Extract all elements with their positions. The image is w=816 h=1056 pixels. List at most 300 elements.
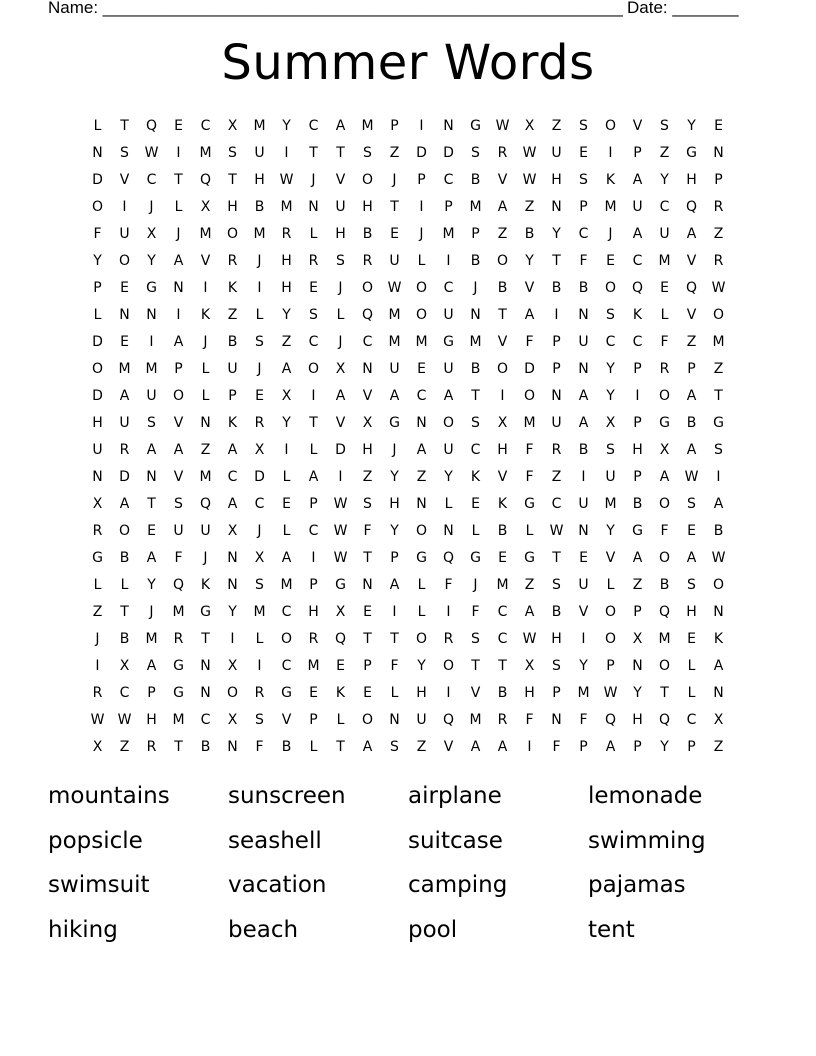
grid-letter: F — [363, 523, 372, 539]
grid-letter: P — [633, 361, 642, 377]
word-list-item: popsicle — [48, 827, 143, 854]
grid-letter: U — [443, 307, 454, 323]
grid-letter: B — [200, 739, 211, 755]
grid-letter: D — [119, 469, 130, 485]
grid-letter: I — [95, 658, 100, 674]
grid-letter: A — [605, 739, 616, 755]
grid-letter: O — [415, 280, 428, 296]
grid-letter: L — [606, 577, 615, 593]
grid-letter: L — [201, 361, 210, 377]
grid-letter: S — [174, 496, 183, 512]
grid-letter: L — [417, 253, 426, 269]
grid-letter: A — [146, 442, 157, 458]
grid-letter: S — [687, 496, 696, 512]
grid-letter: K — [470, 469, 481, 485]
grid-letter: E — [309, 280, 318, 296]
grid-letter: T — [120, 118, 129, 134]
grid-letter: A — [389, 577, 400, 593]
grid-letter: B — [281, 739, 292, 755]
grid-letter: L — [93, 118, 102, 134]
grid-letter: O — [280, 631, 293, 647]
grid-letter: B — [227, 334, 238, 350]
grid-letter: D — [335, 442, 346, 458]
grid-letter: N — [200, 658, 211, 674]
grid-letter: X — [254, 442, 265, 458]
grid-letter: D — [92, 334, 103, 350]
grid-letter: U — [443, 442, 454, 458]
grid-letter: S — [228, 145, 237, 161]
grid-letter: X — [227, 118, 238, 134]
grid-letter: N — [227, 577, 238, 593]
grid-letter: O — [523, 388, 536, 404]
grid-letter: T — [390, 199, 399, 215]
grid-letter: D — [524, 361, 535, 377]
grid-letter: I — [149, 334, 154, 350]
grid-letter: V — [443, 739, 454, 755]
grid-letter: P — [687, 361, 696, 377]
grid-letter: U — [389, 253, 400, 269]
grid-letter: N — [362, 361, 373, 377]
grid-letter: X — [524, 118, 535, 134]
word-list-item: airplane — [408, 783, 502, 809]
grid-letter: J — [176, 226, 181, 242]
grid-letter: C — [470, 442, 481, 458]
grid-letter: D — [416, 145, 427, 161]
grid-letter: P — [309, 712, 318, 728]
grid-letter: D — [92, 388, 103, 404]
grid-letter: Y — [552, 226, 561, 242]
grid-letter: U — [605, 469, 616, 485]
grid-letter: J — [149, 604, 154, 620]
grid-letter: P — [471, 226, 480, 242]
grid-letter: H — [308, 604, 319, 620]
grid-letter: F — [525, 469, 534, 485]
grid-letter: M — [118, 361, 131, 377]
grid-letter: M — [712, 334, 725, 350]
grid-letter: H — [551, 172, 562, 188]
grid-letter: J — [203, 550, 208, 566]
grid-letter: Z — [686, 334, 697, 350]
grid-letter: H — [632, 442, 643, 458]
grid-letter: E — [606, 253, 615, 269]
grid-letter: V — [335, 172, 346, 188]
grid-letter: P — [579, 199, 588, 215]
grid-letter: Y — [579, 658, 588, 674]
grid-letter: A — [227, 496, 238, 512]
grid-letter: U — [659, 226, 670, 242]
grid-letter: R — [551, 442, 562, 458]
word-list-item: lemonade — [588, 783, 703, 809]
grid-letter: A — [686, 226, 697, 242]
grid-letter: S — [606, 442, 615, 458]
grid-letter: C — [443, 280, 454, 296]
grid-letter: O — [496, 253, 509, 269]
grid-letter: R — [173, 631, 184, 647]
grid-letter: C — [227, 469, 238, 485]
grid-letter: P — [444, 199, 453, 215]
grid-letter: V — [119, 172, 130, 188]
grid-letter: T — [498, 307, 507, 323]
grid-letter: I — [500, 388, 505, 404]
grid-letter: R — [92, 523, 103, 539]
grid-letter: L — [282, 469, 291, 485]
grid-letter: L — [120, 577, 129, 593]
grid-letter: I — [176, 145, 181, 161]
grid-letter: P — [633, 145, 642, 161]
grid-letter: E — [498, 550, 507, 566]
grid-letter: V — [605, 550, 616, 566]
grid-letter: T — [363, 550, 372, 566]
grid-letter: I — [257, 280, 262, 296]
grid-letter: U — [254, 145, 265, 161]
grid-letter: C — [308, 523, 319, 539]
grid-letter: E — [660, 280, 669, 296]
grid-letter: M — [469, 712, 482, 728]
grid-letter: G — [389, 415, 400, 431]
grid-letter: S — [552, 577, 561, 593]
grid-letter: M — [658, 253, 671, 269]
grid-letter: Z — [362, 469, 373, 485]
grid-letter: Y — [606, 361, 615, 377]
grid-letter: G — [92, 550, 103, 566]
grid-letter: O — [658, 658, 671, 674]
grid-letter: G — [713, 415, 724, 431]
word-list-item: suitcase — [408, 827, 503, 854]
grid-letter: Q — [199, 496, 212, 512]
grid-letter: A — [281, 361, 292, 377]
grid-letter: T — [660, 685, 669, 701]
grid-letter: T — [471, 388, 480, 404]
grid-letter: B — [686, 415, 697, 431]
grid-letter: E — [147, 523, 156, 539]
grid-letter: W — [711, 280, 726, 296]
grid-letter: N — [713, 604, 724, 620]
grid-letter: S — [714, 442, 723, 458]
grid-letter: S — [579, 172, 588, 188]
grid-letter: C — [632, 334, 643, 350]
grid-letter: Z — [551, 469, 562, 485]
grid-letter: Z — [416, 469, 427, 485]
grid-letter: F — [552, 739, 561, 755]
grid-letter: I — [311, 550, 316, 566]
grid-letter: H — [362, 442, 373, 458]
grid-letter: Y — [660, 739, 669, 755]
grid-letter: A — [632, 226, 643, 242]
grid-letter: O — [712, 307, 725, 323]
grid-letter: N — [227, 739, 238, 755]
grid-letter: B — [713, 523, 724, 539]
grid-letter: V — [578, 604, 589, 620]
grid-letter: Y — [228, 604, 237, 620]
grid-letter: I — [284, 145, 289, 161]
word-list-item: swimsuit — [48, 872, 150, 898]
grid-letter: I — [446, 253, 451, 269]
grid-letter: L — [282, 523, 291, 539]
grid-letter: K — [632, 307, 643, 323]
grid-letter: V — [686, 307, 697, 323]
grid-letter: O — [658, 550, 671, 566]
grid-letter: C — [578, 226, 589, 242]
grid-letter: K — [713, 631, 724, 647]
grid-letter: I — [176, 307, 181, 323]
grid-letter: O — [172, 388, 185, 404]
grid-letter: M — [199, 226, 212, 242]
grid-letter: W — [684, 469, 699, 485]
grid-letter: E — [363, 685, 372, 701]
grid-letter: U — [443, 361, 454, 377]
grid-letter: Q — [199, 172, 212, 188]
grid-letter: L — [336, 307, 345, 323]
grid-letter: B — [578, 442, 589, 458]
grid-letter: D — [443, 145, 454, 161]
grid-letter: H — [146, 712, 157, 728]
grid-letter: S — [579, 118, 588, 134]
grid-letter: P — [633, 469, 642, 485]
grid-letter: Y — [606, 388, 615, 404]
grid-letter: C — [605, 334, 616, 350]
grid-letter: P — [579, 739, 588, 755]
grid-letter: F — [390, 658, 399, 674]
grid-letter: X — [200, 199, 211, 215]
grid-letter: N — [578, 523, 589, 539]
grid-letter: L — [444, 496, 453, 512]
grid-letter: N — [362, 577, 373, 593]
grid-letter: U — [578, 577, 589, 593]
grid-letter: L — [255, 307, 264, 323]
grid-letter: B — [497, 523, 508, 539]
grid-letter: O — [604, 280, 617, 296]
grid-letter: U — [173, 523, 184, 539]
grid-letter: Y — [390, 469, 399, 485]
grid-letter: Z — [713, 739, 724, 755]
grid-letter: Y — [390, 523, 399, 539]
grid-letter: V — [497, 172, 508, 188]
grid-letter: Z — [713, 361, 724, 377]
grid-letter: I — [446, 604, 451, 620]
grid-letter: P — [174, 361, 183, 377]
grid-letter: C — [362, 334, 373, 350]
grid-letter: U — [119, 226, 130, 242]
grid-letter: S — [336, 253, 345, 269]
grid-letter: U — [416, 712, 427, 728]
grid-letter: G — [416, 550, 427, 566]
grid-letter: X — [524, 658, 535, 674]
page-title: Summer Words — [221, 35, 595, 91]
grid-letter: X — [335, 604, 346, 620]
grid-letter: X — [146, 226, 157, 242]
grid-letter: W — [333, 523, 348, 539]
grid-letter: X — [227, 658, 238, 674]
grid-letter: Y — [282, 415, 291, 431]
grid-letter: F — [579, 712, 588, 728]
grid-letter: A — [524, 307, 535, 323]
word-list-item: tent — [588, 916, 635, 943]
grid-letter: V — [200, 253, 211, 269]
grid-letter: W — [522, 172, 537, 188]
grid-letter: F — [93, 226, 102, 242]
grid-letter: W — [90, 712, 105, 728]
grid-letter: I — [419, 199, 424, 215]
grid-letter: E — [579, 145, 588, 161]
grid-letter: O — [658, 496, 671, 512]
grid-letter: C — [200, 118, 211, 134]
grid-letter: J — [473, 577, 478, 593]
grid-letter: N — [443, 118, 454, 134]
grid-letter: L — [417, 604, 426, 620]
grid-letter: I — [581, 469, 586, 485]
grid-letter: L — [525, 523, 534, 539]
grid-letter: Q — [361, 307, 374, 323]
grid-letter: G — [200, 604, 211, 620]
grid-letter: G — [524, 496, 535, 512]
grid-letter: C — [254, 496, 265, 512]
grid-letter: Q — [442, 712, 455, 728]
grid-letter: V — [497, 334, 508, 350]
grid-letter: N — [92, 469, 103, 485]
name-field-label: Name: _______________________________________________________ — [48, 0, 623, 17]
grid-letter: O — [604, 604, 617, 620]
grid-letter: Q — [145, 118, 158, 134]
grid-letter: M — [199, 469, 212, 485]
grid-letter: Z — [200, 442, 211, 458]
grid-letter: A — [146, 658, 157, 674]
grid-letter: F — [660, 523, 669, 539]
grid-letter: B — [497, 685, 508, 701]
grid-letter: A — [173, 253, 184, 269]
grid-letter: L — [687, 685, 696, 701]
grid-letter: P — [309, 577, 318, 593]
grid-letter: I — [257, 658, 262, 674]
word-list-item: vacation — [228, 872, 327, 898]
grid-letter: J — [257, 253, 262, 269]
grid-letter: Z — [551, 118, 562, 134]
grid-letter: X — [659, 442, 670, 458]
grid-letter: H — [416, 685, 427, 701]
grid-letter: Z — [659, 145, 670, 161]
grid-letter: L — [417, 577, 426, 593]
grid-letter: B — [362, 226, 373, 242]
grid-letter: N — [713, 685, 724, 701]
grid-letter: R — [308, 631, 319, 647]
grid-letter: A — [470, 739, 481, 755]
grid-letter: E — [309, 685, 318, 701]
grid-letter: A — [578, 415, 589, 431]
grid-letter: Q — [172, 577, 185, 593]
grid-letter: M — [388, 334, 401, 350]
grid-letter: P — [633, 604, 642, 620]
grid-letter: S — [255, 712, 264, 728]
grid-letter: W — [522, 145, 537, 161]
grid-letter: L — [255, 631, 264, 647]
grid-letter: V — [686, 253, 697, 269]
grid-letter: Q — [685, 280, 698, 296]
grid-letter: N — [470, 307, 481, 323]
grid-letter: A — [713, 658, 724, 674]
grid-letter: M — [253, 118, 266, 134]
grid-letter: Y — [93, 253, 102, 269]
grid-letter: N — [146, 307, 157, 323]
grid-letter: F — [525, 334, 534, 350]
grid-letter: E — [363, 604, 372, 620]
grid-letter: D — [92, 172, 103, 188]
grid-letter: Q — [685, 199, 698, 215]
grid-letter: C — [281, 658, 292, 674]
grid-letter: K — [605, 172, 616, 188]
grid-letter: X — [713, 712, 724, 728]
grid-letter: G — [146, 280, 157, 296]
grid-letter: O — [415, 523, 428, 539]
grid-letter: I — [608, 145, 613, 161]
grid-letter: J — [392, 172, 397, 188]
grid-letter: N — [551, 199, 562, 215]
grid-letter: A — [308, 469, 319, 485]
grid-letter: O — [226, 226, 239, 242]
grid-letter: L — [309, 739, 318, 755]
grid-letter: M — [469, 199, 482, 215]
grid-letter: N — [443, 523, 454, 539]
grid-letter: O — [361, 280, 374, 296]
grid-letter: O — [604, 118, 617, 134]
grid-letter: L — [687, 658, 696, 674]
grid-letter: V — [173, 415, 184, 431]
grid-letter: P — [552, 361, 561, 377]
grid-letter: Q — [334, 631, 347, 647]
grid-letter: V — [281, 712, 292, 728]
grid-letter: Y — [687, 118, 696, 134]
grid-letter: T — [309, 415, 318, 431]
grid-letter: L — [309, 226, 318, 242]
grid-letter: M — [658, 631, 671, 647]
grid-letter: N — [389, 712, 400, 728]
grid-letter: E — [282, 496, 291, 512]
grid-letter: M — [361, 118, 374, 134]
grid-letter: I — [311, 388, 316, 404]
grid-letter: I — [527, 739, 532, 755]
grid-letter: B — [497, 280, 508, 296]
grid-letter: A — [173, 442, 184, 458]
grid-letter: S — [606, 307, 615, 323]
grid-letter: I — [203, 280, 208, 296]
grid-letter: R — [308, 253, 319, 269]
grid-letter: T — [174, 739, 183, 755]
grid-letter: E — [336, 658, 345, 674]
grid-letter: R — [497, 712, 508, 728]
grid-letter: P — [552, 334, 561, 350]
grid-letter: J — [338, 280, 343, 296]
grid-letter: S — [309, 307, 318, 323]
grid-letter: P — [93, 280, 102, 296]
grid-letter: G — [632, 523, 643, 539]
word-search-grid — [84, 113, 732, 761]
grid-letter: M — [388, 307, 401, 323]
worksheet-header — [48, 0, 739, 20]
grid-letter: H — [551, 631, 562, 647]
grid-letter: N — [632, 658, 643, 674]
grid-letter: J — [257, 523, 262, 539]
grid-letter: I — [635, 388, 640, 404]
grid-letter: S — [255, 577, 264, 593]
grid-letter: K — [200, 307, 211, 323]
grid-letter: M — [604, 199, 617, 215]
grid-letter: J — [311, 172, 316, 188]
grid-letter: S — [255, 334, 264, 350]
date-field-label: Date: _______ — [627, 0, 739, 17]
grid-letter: A — [119, 496, 130, 512]
grid-letter: W — [333, 550, 348, 566]
grid-letter: R — [227, 253, 238, 269]
grid-letter: S — [147, 415, 156, 431]
grid-letter: O — [712, 577, 725, 593]
